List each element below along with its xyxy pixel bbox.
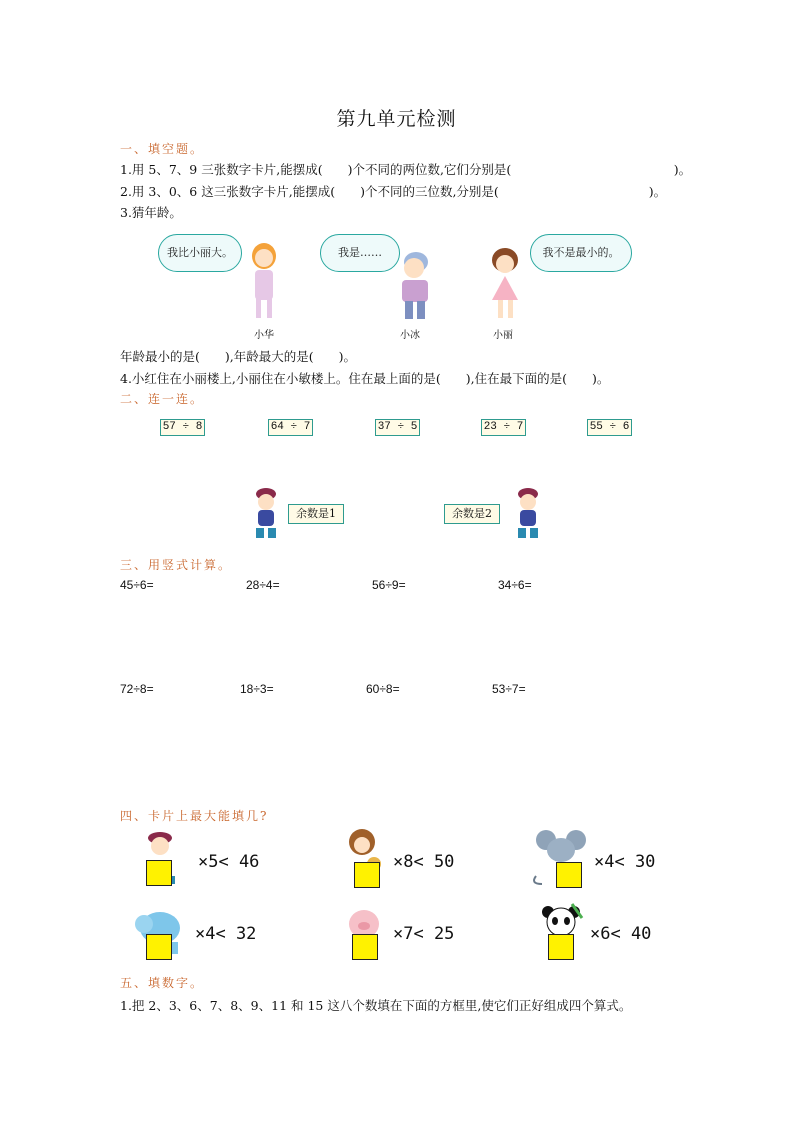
calc-problem: 18÷3= <box>240 682 274 696</box>
answer-box[interactable] <box>146 934 172 960</box>
inequality: ×8< 50 <box>393 852 455 872</box>
calc-problem: 53÷7= <box>492 682 526 696</box>
girl-1-icon <box>242 238 292 322</box>
inequality: ×4< 30 <box>594 852 656 872</box>
calc-problem: 72÷8= <box>120 682 154 696</box>
question-2: 2.用 3、0、6 这三张数字卡片,能摆成( )个不同的三位数,分别是( )。 <box>120 184 667 199</box>
division-card[interactable]: 37 ÷ 5 <box>375 419 420 436</box>
name-label: 小丽 <box>493 330 513 341</box>
speech-bubble-1: 我比小丽大。 <box>158 234 242 272</box>
section5-heading: 五、填数字。 <box>120 976 205 990</box>
name-label: 小冰 <box>400 330 420 341</box>
inequality: ×5< 46 <box>198 852 260 872</box>
ant-icon <box>506 486 544 544</box>
division-card[interactable]: 55 ÷ 6 <box>587 419 632 436</box>
question-4: 4.小红住在小丽楼上,小丽住在小敏楼上。住在最上面的是( ),住在最下面的是( )。 <box>120 371 610 386</box>
name-label: 小华 <box>254 330 274 341</box>
speech-bubble-3: 我不是最小的。 <box>530 234 632 272</box>
question-1: 1.用 5、7、9 三张数字卡片,能摆成( )个不同的两位数,它们分别是( )。 <box>120 162 692 177</box>
answer-box[interactable] <box>354 862 380 888</box>
answer-box[interactable] <box>146 860 172 886</box>
question-3-answer: 年龄最小的是( ),年龄最大的是( )。 <box>120 349 356 364</box>
answer-box[interactable] <box>352 934 378 960</box>
girl-2-icon <box>482 244 528 324</box>
question-3: 3.猜年龄。 <box>120 205 182 220</box>
calc-problem: 34÷6= <box>498 578 532 592</box>
section4-heading: 四、卡片上最大能填几? <box>120 809 269 823</box>
answer-box[interactable] <box>548 934 574 960</box>
calc-problem: 60÷8= <box>366 682 400 696</box>
section3-heading: 三、用竖式计算。 <box>120 558 233 572</box>
calc-problem: 28÷4= <box>246 578 280 592</box>
calc-problem: 56÷9= <box>372 578 406 592</box>
division-card[interactable]: 23 ÷ 7 <box>481 419 526 436</box>
answer-box[interactable] <box>556 862 582 888</box>
inequality: ×7< 25 <box>393 924 455 944</box>
question-5-1: 1.把 2、3、6、7、8、9、11 和 15 这八个数填在下面的方框里,使它们正好组成四个算式。 <box>120 998 632 1013</box>
inequality: ×6< 40 <box>590 924 652 944</box>
remainder-card[interactable]: 余数是1 <box>288 504 344 524</box>
division-card[interactable]: 57 ÷ 8 <box>160 419 205 436</box>
remainder-card[interactable]: 余数是2 <box>444 504 500 524</box>
section2-heading: 二、连一连。 <box>120 392 205 406</box>
boy-icon <box>390 246 440 324</box>
ant-icon <box>250 486 288 544</box>
speech-bubble-2: 我是…… <box>320 234 400 272</box>
page-title: 第九单元检测 <box>336 108 457 130</box>
section1-heading: 一、填空题。 <box>120 142 205 156</box>
division-card[interactable]: 64 ÷ 7 <box>268 419 313 436</box>
calc-problem: 45÷6= <box>120 578 154 592</box>
inequality: ×4< 32 <box>195 924 257 944</box>
